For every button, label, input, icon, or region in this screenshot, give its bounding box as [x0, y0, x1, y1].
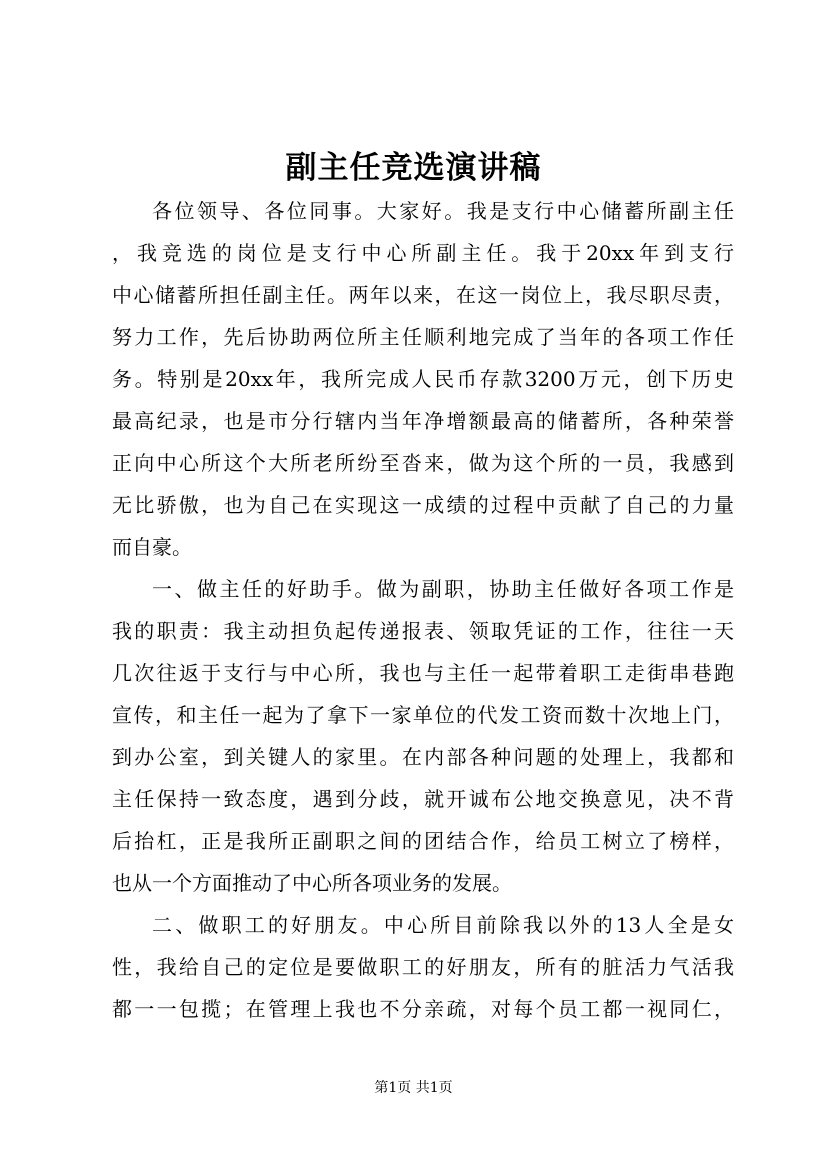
body-line: 后抬杠，正是我所正副职之间的团结合作，给员工树立了榜样，: [112, 829, 734, 853]
body-line: 几次往返于支行与中心所，我也与主任一起带着职工走街串巷跑: [112, 661, 734, 685]
body-line: 而自豪。: [112, 535, 192, 559]
body-line: 一、做主任的好助手。做为副职，协助主任做好各项工作是: [152, 577, 734, 601]
body-line: 到办公室，到关键人的家里。在内部各种问题的处理上，我都和: [112, 745, 734, 769]
body-line: 宣传，和主任一起为了拿下一家单位的代发工资而数十次地上门，: [112, 703, 734, 727]
page-number-footer: 第1页 共1页: [374, 1080, 453, 1096]
body-line: 二、做职工的好朋友。中心所目前除我以外的13人全是女: [152, 913, 734, 937]
body-line: 都一一包揽；在管理上我也不分亲疏，对每个员工都一视同仁，: [112, 997, 734, 1021]
body-line: 性，我给自己的定位是要做职工的好朋友，所有的脏活力气活我: [112, 955, 734, 979]
body-line: 正向中心所这个大所老所纷至沓来，做为这个所的一员，我感到: [112, 451, 734, 475]
body-line: 务。特别是20xx年，我所完成人民币存款3200万元，创下历史: [112, 367, 734, 391]
body-line: 中心储蓄所担任副主任。两年以来，在这一岗位上，我尽职尽责，: [112, 283, 734, 307]
body-line: 也从一个方面推动了中心所各项业务的发展。: [112, 871, 512, 895]
body-line: 无比骄傲，也为自己在实现这一成绩的过程中贡献了自己的力量: [112, 493, 734, 517]
body-line: 我的职责：我主动担负起传递报表、领取凭证的工作，往往一天: [112, 619, 734, 643]
body-line: 最高纪录，也是市分行辖内当年净增额最高的储蓄所，各种荣誉: [112, 409, 734, 433]
body-line: ，我竞选的岗位是支行中心所副主任。我于20xx年到支行: [112, 241, 734, 265]
document-title: 副主任竞选演讲稿: [285, 150, 542, 186]
body-line: 主任保持一致态度，遇到分歧，就开诚布公地交换意见，决不背: [112, 787, 734, 811]
body-line: 努力工作，先后协助两位所主任顺利地完成了当年的各项工作任: [112, 325, 734, 349]
body-line: 各位领导、各位同事。大家好。我是支行中心储蓄所副主任: [152, 199, 734, 223]
